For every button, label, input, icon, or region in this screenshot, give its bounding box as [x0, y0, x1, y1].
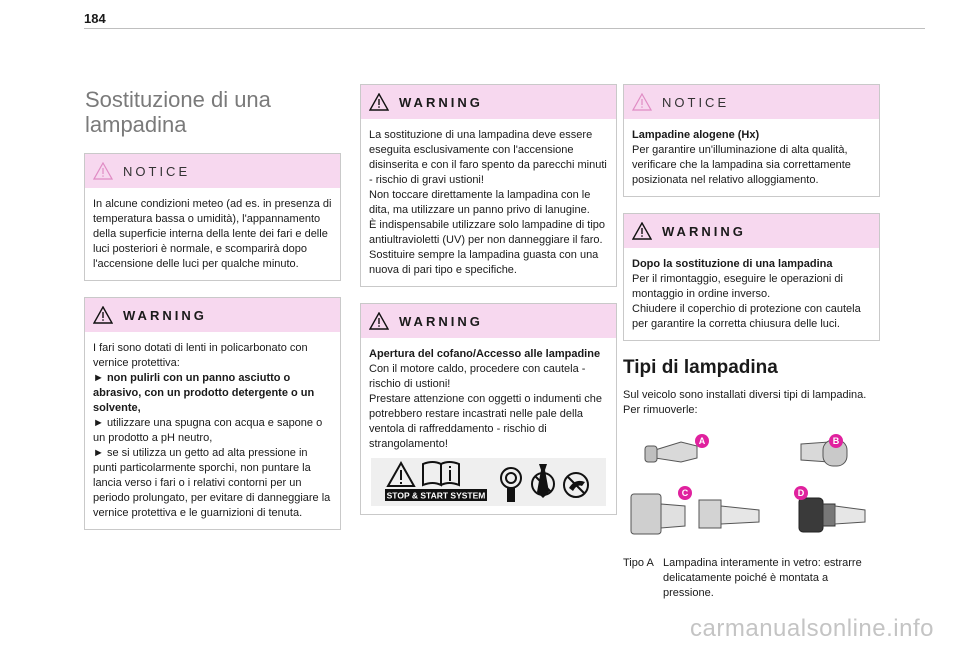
badge-c: C	[678, 486, 692, 500]
warning-intro: I fari sono dotati di lenti in policarbonato con vernice protettiva:	[93, 342, 308, 369]
warning-header	[624, 214, 879, 248]
notice-box-1	[84, 153, 341, 281]
bulb-c-icon	[631, 494, 759, 534]
warning-header	[85, 298, 340, 332]
notice-text: Per garantire un'illuminazione di alta qualità, verificare che la lampadina sia correttamente posizionata nel relativo alloggiamento.	[632, 144, 851, 186]
warning-item-3: ► se si utilizza un getto ad alta pressione in punti particolarmente sporchi, non puntare la lancia verso i fari o i relativi contorni per un periodo prolungato, per evitare di danneggiare la vernice protettiva e le guarnizioni di tenuta.	[93, 447, 331, 519]
notice-header	[624, 85, 879, 119]
notice-heading: Lampadine alogene (Hx)	[632, 129, 760, 141]
watermark: carmanualsonline.info	[690, 615, 934, 642]
warning-triangle-icon	[369, 93, 389, 111]
danger-triangle-icon	[388, 463, 414, 486]
pictogram-strip	[371, 458, 606, 506]
column-2	[360, 84, 617, 531]
warning-box-3	[360, 303, 617, 515]
warning-triangle-icon	[632, 222, 652, 240]
badge-a: A	[695, 434, 709, 448]
warning-label: WARNING	[399, 94, 483, 110]
notice-header	[85, 154, 340, 188]
warning-heading: Apertura del cofano/Accesso alle lampadine	[369, 348, 601, 360]
bulb-d-icon	[799, 498, 865, 532]
stop-start-label: STOP & START SYSTEM	[386, 490, 486, 501]
warning-triangle-icon	[369, 312, 389, 330]
warning-label: WARNING	[123, 307, 207, 323]
badge-d: D	[794, 486, 808, 500]
tipi-intro: Sul veicolo sono installati diversi tipi di lampadina. Per rimuoverle:	[623, 389, 867, 416]
bulb-types-illustration	[623, 428, 880, 548]
warning-paragraph: Prestare attenzione con oggetti o indumenti che potrebbero restare incastrati nelle pale della ventola di raffreddamento - rischio di strangolamento!	[369, 393, 602, 450]
column-3	[623, 84, 880, 601]
no-tie-icon	[532, 464, 554, 498]
warning-paragraph: Chiudere il coperchio di protezione con cautela per garantire la corretta chiusura delle luci.	[632, 303, 861, 330]
notice-text: In alcune condizioni meteo (ad es. in presenza di temperatura bassa o umidità), l'appannamento della superficie interna della lente dei fari e delle luci posteriori è normale, e scomparirà dopo l'accensione delle luci per qualche minuto.	[93, 198, 332, 270]
manual-book-icon	[423, 462, 459, 485]
warning-paragraph: Con il motore caldo, procedere con cautela - rischio di ustioni!	[369, 363, 586, 390]
notice-label: NOTICE	[662, 94, 730, 110]
warning-paragraph: Sostituire sempre la lampadina guasta con una nuova di pari tipo e specifiche.	[369, 249, 599, 276]
warning-box-4	[623, 213, 880, 341]
top-divider	[84, 28, 925, 29]
warning-box-2	[360, 84, 617, 287]
fan-hair-icon	[501, 468, 521, 502]
warning-item-1: ► non pulirli con un panno asciutto o abrasivo, con un prodotto detergente o un solvente,	[93, 372, 315, 414]
tipo-a-text: Lampadina interamente in vetro: estrarre delicatamente poiché è montata a pressione.	[663, 557, 862, 599]
no-hand-icon	[564, 473, 588, 497]
warning-header	[361, 304, 616, 338]
notice-triangle-icon	[632, 93, 652, 111]
column-1	[84, 84, 341, 546]
warning-box-1	[84, 297, 341, 530]
warning-label: WARNING	[399, 313, 483, 329]
warning-header	[361, 85, 616, 119]
badge-b: B	[829, 434, 843, 448]
warning-triangle-icon	[93, 306, 113, 324]
page-number: 184	[84, 11, 106, 26]
warning-heading: Dopo la sostituzione di una lampadina	[632, 258, 833, 270]
warning-item-2: ► utilizzare una spugna con acqua e sapone o un prodotto a pH neutro,	[93, 417, 323, 444]
warning-paragraph: Per il rimontaggio, eseguire le operazioni di montaggio in ordine inverso.	[632, 273, 843, 300]
page-title: Sostituzione di una lampadina	[85, 87, 271, 137]
notice-triangle-icon	[93, 162, 113, 180]
notice-label: NOTICE	[123, 163, 191, 179]
bulb-a-icon	[645, 442, 697, 462]
warning-paragraph: Non toccare direttamente la lampadina con le dita, ma utilizzare un panno privo di lanugine.	[369, 189, 591, 216]
section-heading-tipi: Tipi di lampadina	[623, 357, 778, 378]
notice-box-2	[623, 84, 880, 197]
warning-paragraph: È indispensabile utilizzare solo lampadine di tipo antiultravioletti (UV) per non danneggiare il faro.	[369, 219, 606, 246]
tipo-a-label: Tipo A	[623, 557, 654, 569]
warning-paragraph: La sostituzione di una lampadina deve essere eseguita esclusivamente con l'accensione disinserita e con il faro spento da parecchi minuti - rischio di gravi ustioni!	[369, 129, 607, 186]
warning-label: WARNING	[662, 223, 746, 239]
tipo-a-row	[623, 556, 880, 601]
safety-pictograms	[371, 458, 604, 506]
